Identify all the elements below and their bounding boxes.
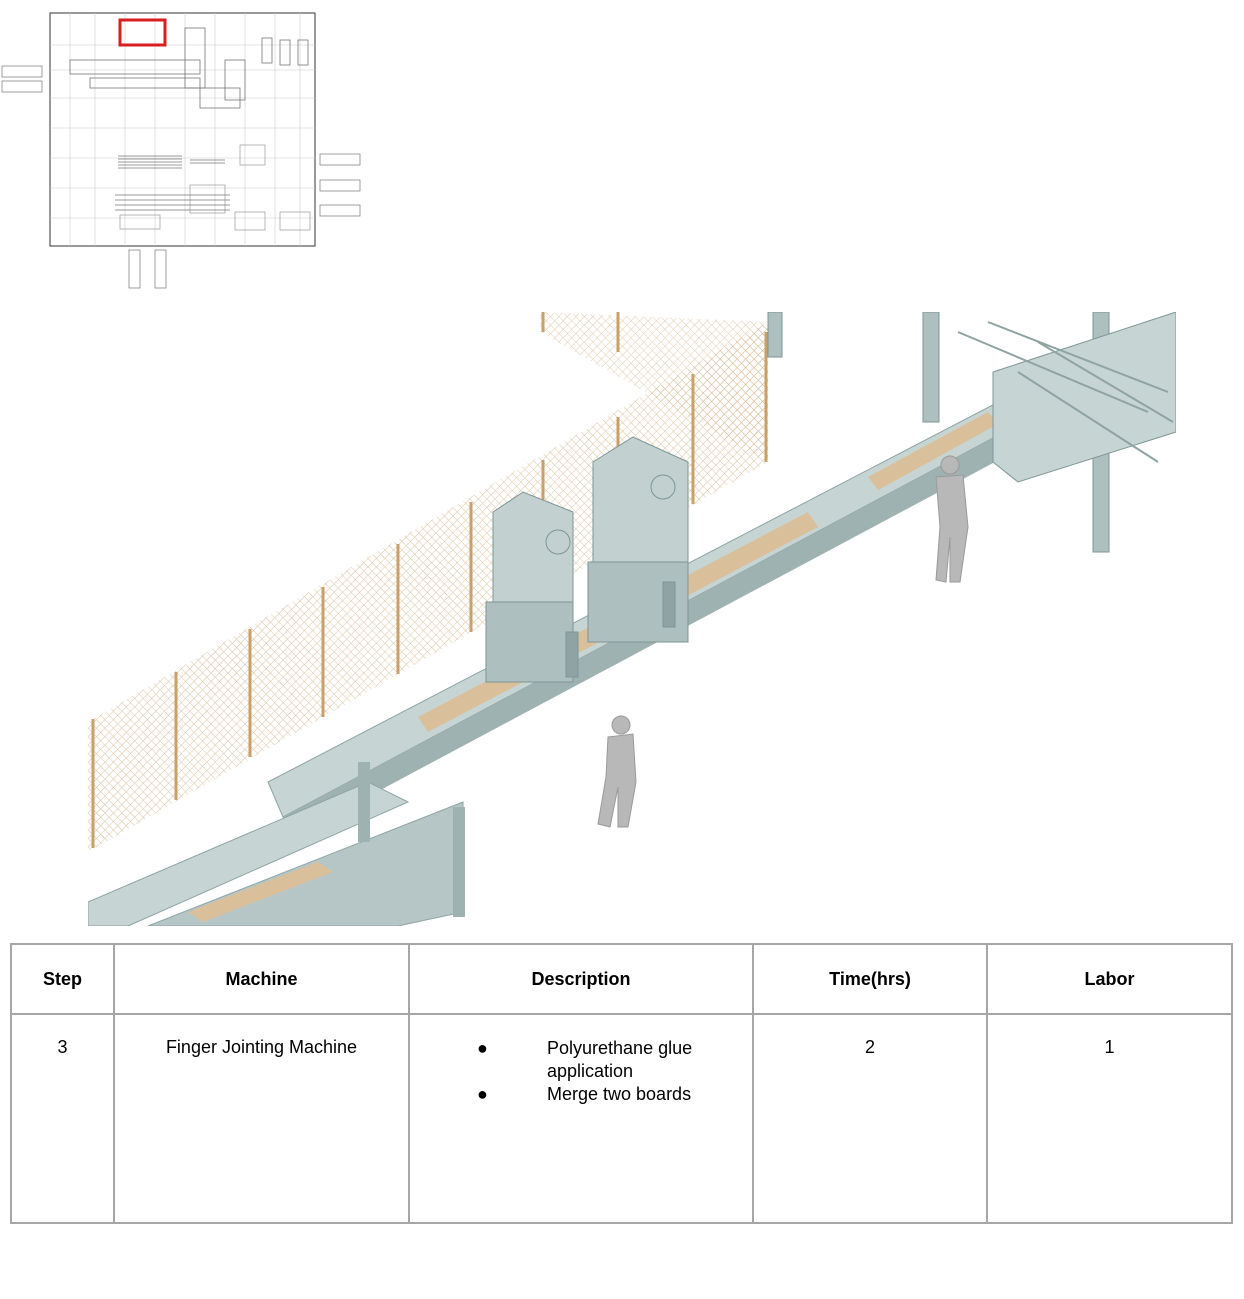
description-text: Merge two boards <box>547 1084 692 1104</box>
header-machine: Machine <box>114 944 409 1014</box>
cell-step: 3 <box>11 1014 114 1223</box>
description-text: Polyurethane glue application <box>547 1038 693 1081</box>
cell-labor: 1 <box>987 1014 1232 1223</box>
header-time: Time(hrs) <box>753 944 987 1014</box>
site-plan-minimap <box>0 0 370 300</box>
description-item <box>477 1037 727 1083</box>
table-header-row <box>11 944 1232 1014</box>
step-table <box>10 943 1233 1224</box>
header-labor: Labor <box>987 944 1232 1014</box>
bullet-icon: ● <box>477 1038 488 1058</box>
description-item <box>477 1083 727 1106</box>
cell-time: 2 <box>753 1014 987 1223</box>
cell-description <box>409 1014 753 1223</box>
description-list <box>411 1037 751 1106</box>
cell-machine: Finger Jointing Machine <box>114 1014 409 1223</box>
header-step: Step <box>11 944 114 1014</box>
bullet-icon: ● <box>477 1084 488 1104</box>
table-row <box>11 1014 1232 1223</box>
finger-jointing-machine-render <box>88 312 1176 926</box>
header-description: Description <box>409 944 753 1014</box>
